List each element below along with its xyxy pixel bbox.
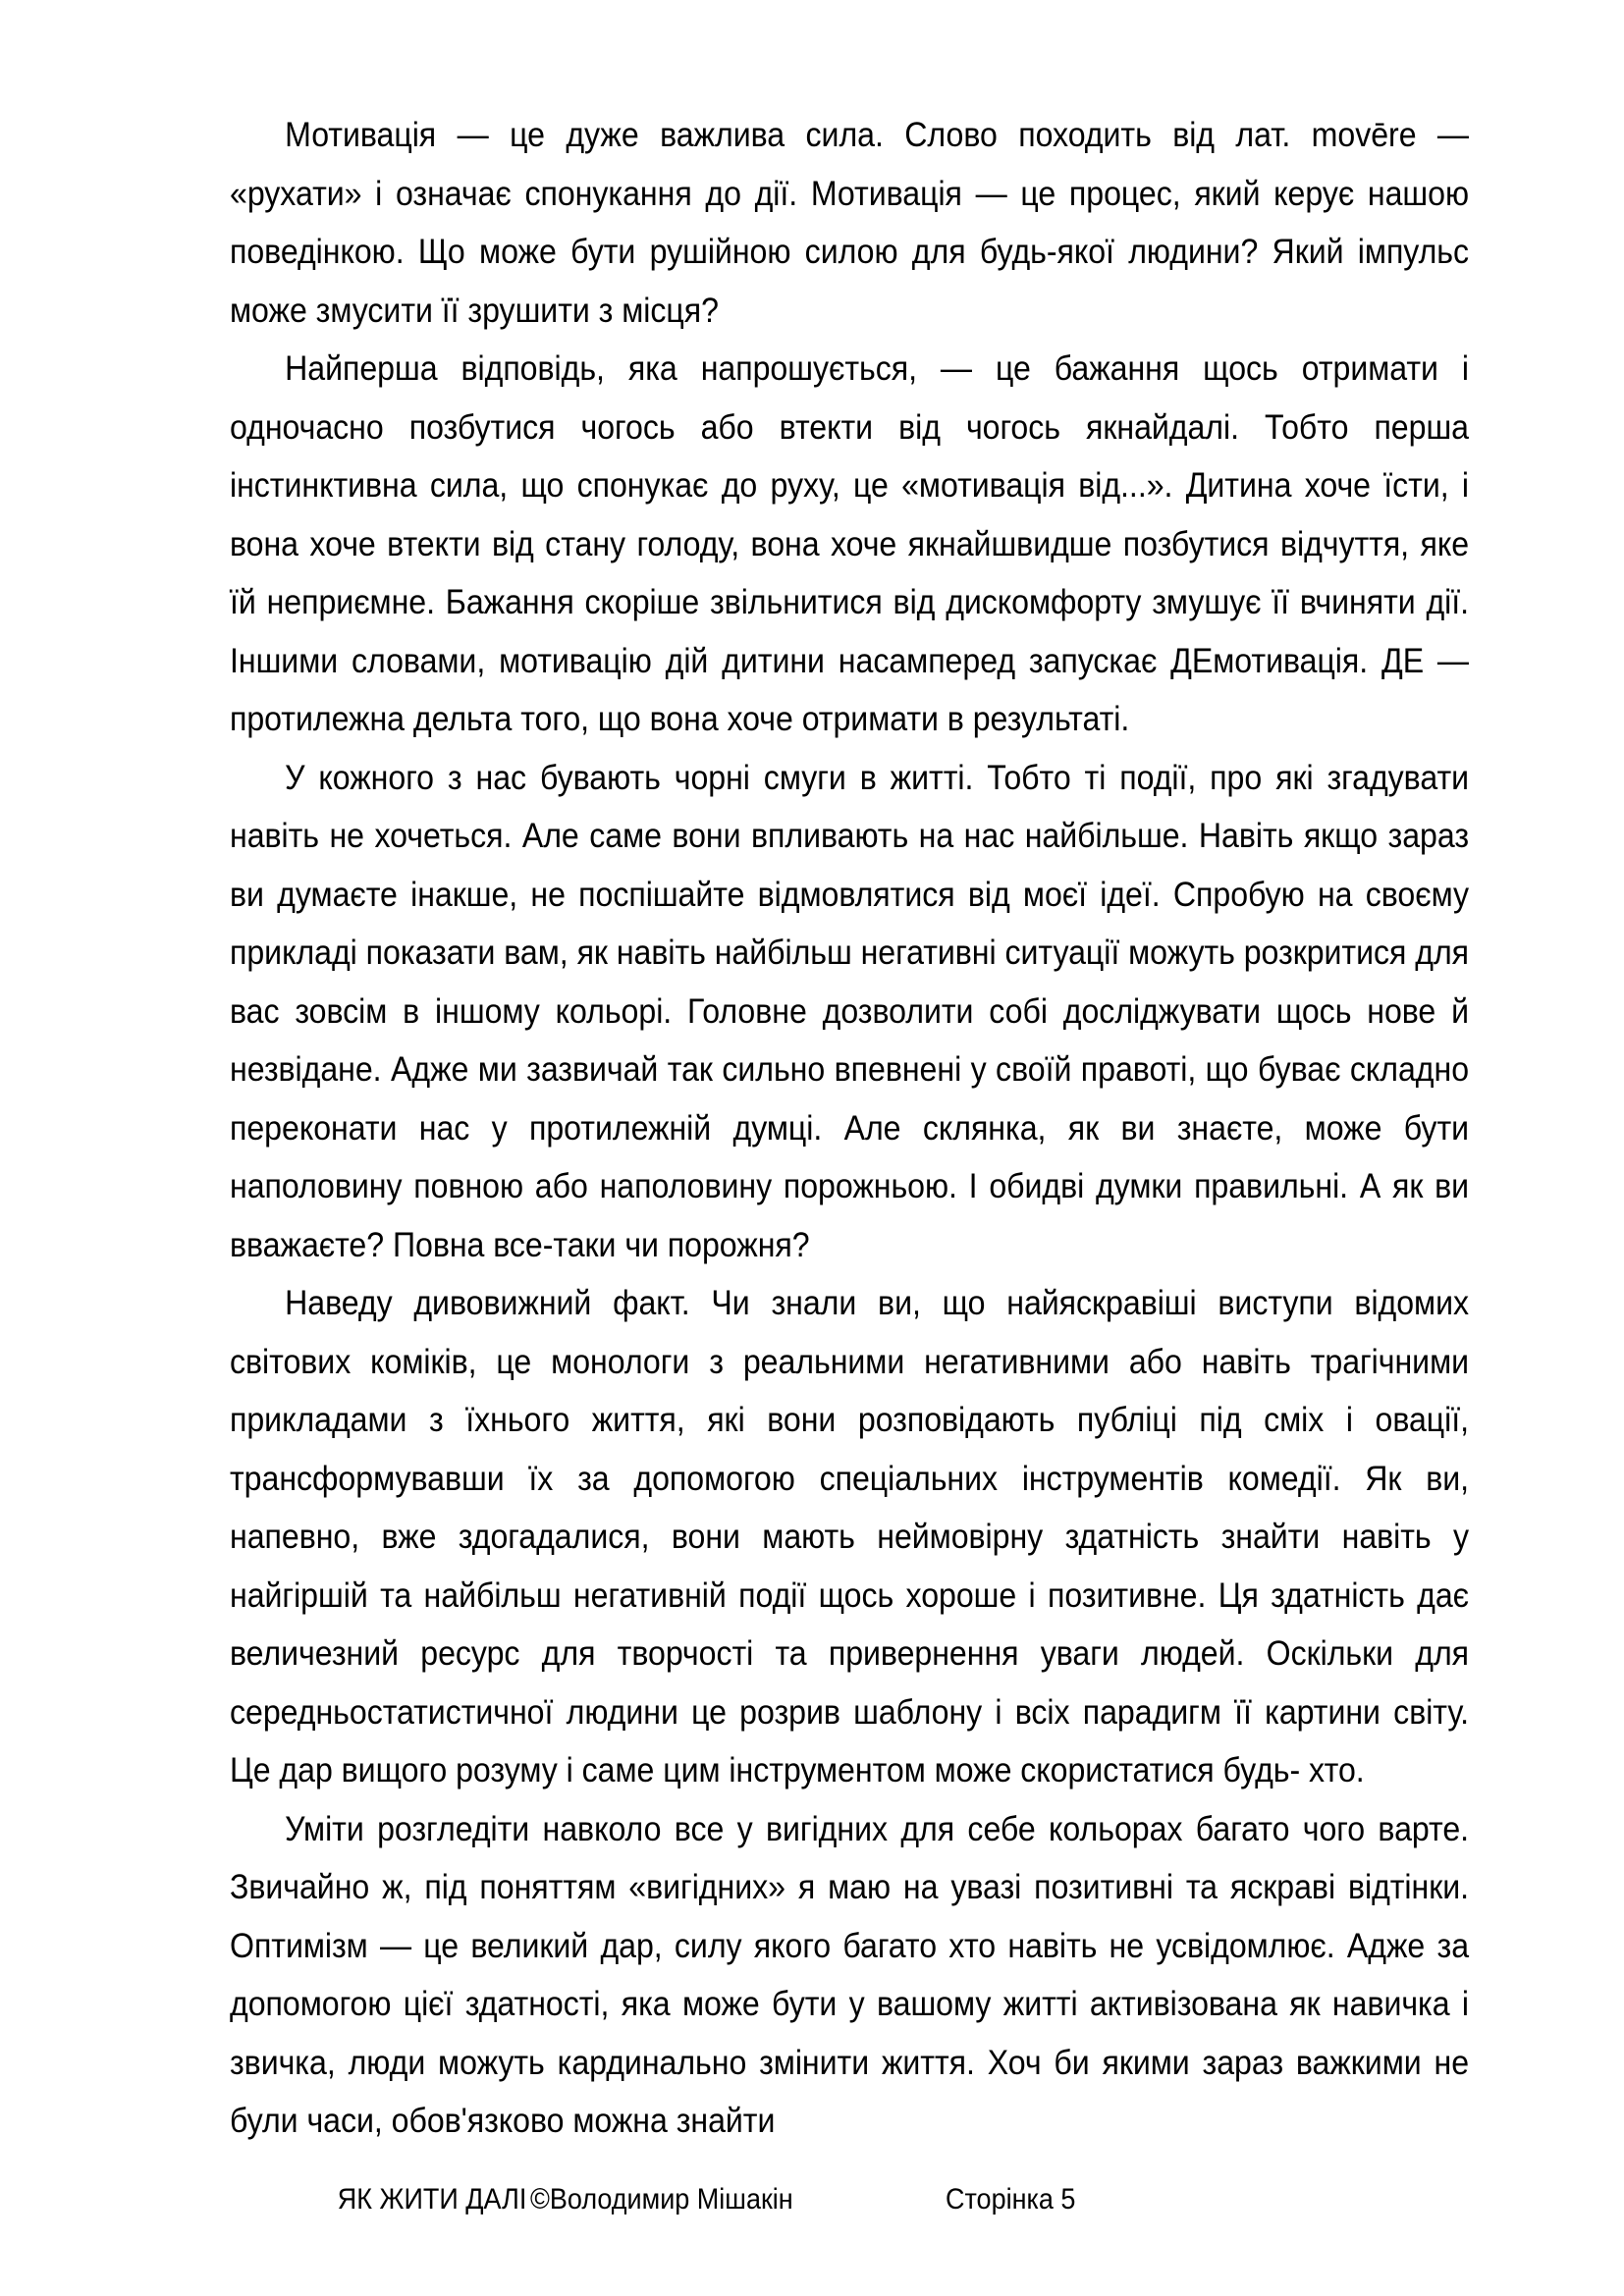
- paragraph: Уміти розгледіти навколо все у вигідних для себе кольорах багато чого варте. Звичайно ж, під поняттям «вигідних» я маю на увазі позитивні та яскраві відтінки. Оптимізм — це великий дар, силу якого багато хто навіть не усвідомлює. Адже за допомогою цієї здатності, яка може бути у вашому житті активізована як навичка і звичка, люди можуть кардинально змінити життя. Хоч би якими зараз важкими не були часи, обов'язково можна знайти: [230, 1808, 1470, 2140]
- footer-row: [230, 2181, 1345, 2218]
- footer-page-number: Сторінка 5: [946, 2183, 1076, 2216]
- paragraph: Мотивація — це дуже важлива сила. Слово походить від лат. movēre — «рухати» і означає спонукання до дії. Мотивація — це процес, який керує нашою поведінкою. Що може бути рушійною силою для будь-якої людини? Який імпульс може змусити її зрушити з місця?: [230, 115, 1470, 330]
- paragraph: Найперша відповідь, яка напрошується, — це бажання щось отримати і одночасно позбутися чогось або втекти від чогось якнайдалі. Тобто перша інстинктивна сила, що спонукає до руху, це «мотивація від...». Дитина хоче їсти, і вона хоче втекти від стану голоду, вона хоче якнайшвидше позбутися відчуття, яке їй неприємне. Бажання скоріше звільнитися від дискомфорту змушує її вчиняти дії. Іншими словами, мотивацію дій дитини насамперед запускає ДЕмотивація. ДЕ — протилежна дельта того, що вона хоче отримати в результаті.: [230, 348, 1470, 738]
- paragraph: У кожного з нас бувають чорні смуги в житті. Тобто ті події, про які згадувати навіть не хочеться. Але саме вони впливають на нас найбільше. Навіть якщо зараз ви думаєте інакше, не поспішайте відмовлятися від моєї ідеї. Спробую на своєму прикладі показати вам, як навіть найбільш негативні ситуації можуть розкритися для вас зовсім в іншому кольорі. Головне дозволити собі досліджувати щось нове й незвідане. Адже ми зазвичай так сильно впевнені у своїй правоті, що буває складно переконати нас у протилежній думці. Але склянка, як ви знаєте, може бути наполовину повною або наполовину порожньою. І обидві думки правильні. А як ви вважаєте? Повна все-таки чи порожня?: [230, 757, 1470, 1264]
- footer-copyright: ©Володимир Мішакін: [530, 2183, 793, 2216]
- footer-book-title: ЯК ЖИТИ ДАЛІ: [337, 2183, 527, 2216]
- body-text-column: [230, 106, 1469, 2151]
- paragraph: Наведу дивовижний факт. Чи знали ви, що найяскравіші виступи відомих світових коміків, це монологи з реальними негативними або навіть трагічними прикладами з їхнього життя, які вони розповідають публіці під сміх і овації, трансформувавши їх за допомогою спеціальних інструментів комедії. Як ви, напевно, вже здогадалися, вони мають неймовірну здатність знайти навіть у найгіршій та найбільш негативній події щось хороше і позитивне. Ця здатність дає величезний ресурс для творчості та привернення уваги людей. Оскільки для середньостатистичної людини це розрив шаблону і всіх парадигм її картини світу. Це дар вищого розуму і саме цим інструментом може скористатися будь- хто.: [230, 1283, 1470, 1789]
- page-footer: [230, 2181, 1469, 2218]
